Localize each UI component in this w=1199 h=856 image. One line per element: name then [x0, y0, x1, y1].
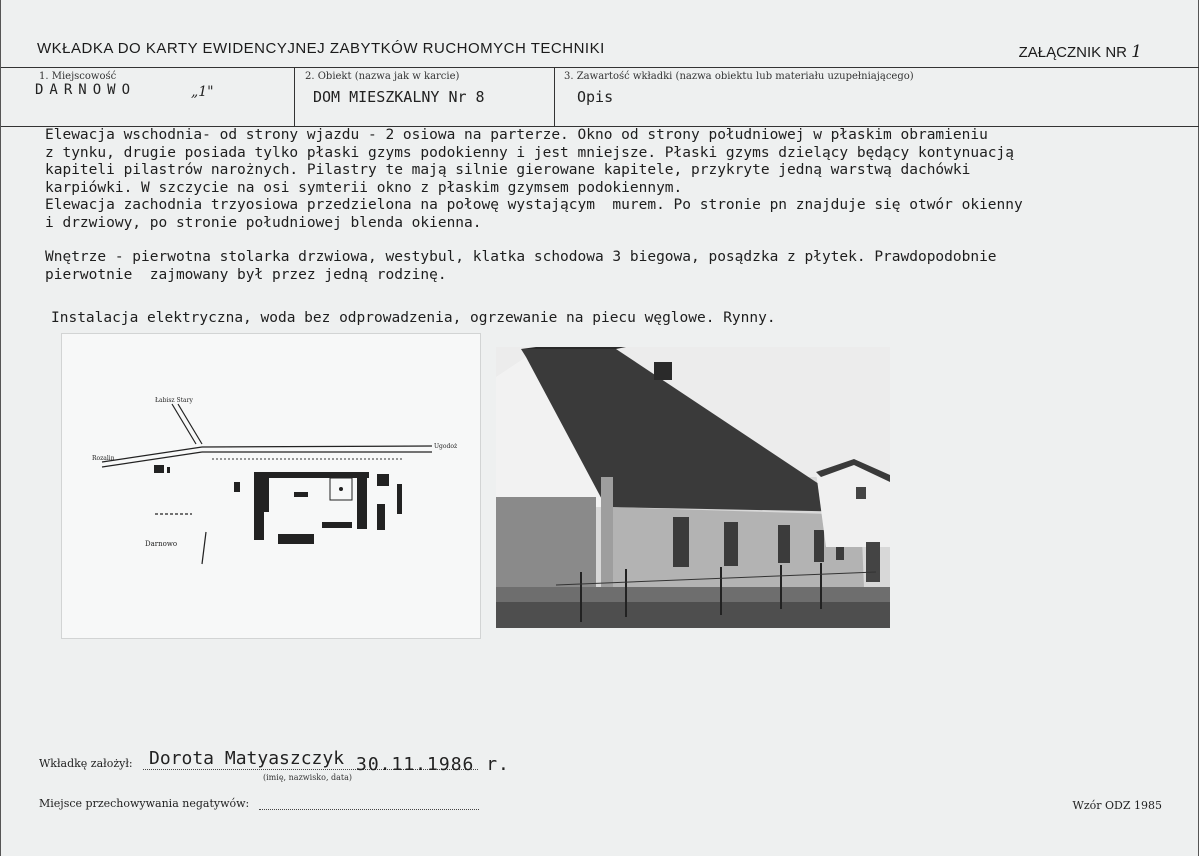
description-facades: Elewacja wschodnia- od strony wjazdu - 2 osiowa na parterze. Okno od strony południowej w płaskim obramieniu z tynku, drugie posiada tylko płaski gzyms podokienny i jest mniejsze. Płaski gzyms dzielący będący kontynuacją kapiteli pilastrów narożnych. Pilastry te mają silnie gierowane kapitele, przykryte jedną warstwą dachówki karpiówki. W szczycie na osi symterii okno z płaskim gzymsem podokiennym. Elewacja zachodnia trzyosiowa przedzielona na połowę wystającym murem. Po stronie pn znajduje się otwór okienny i drzwiowy, po stronie południowej blenda okienna.: [45, 127, 1023, 231]
outbuilding: [167, 467, 170, 473]
object-value: DOM MIESZKALNY Nr 8: [313, 88, 485, 106]
locality-cell: [1, 68, 295, 126]
house-wall: [254, 512, 264, 540]
content-value: Opis: [577, 88, 614, 106]
house-wall: [377, 504, 385, 530]
negatives-dotted-line: [259, 809, 479, 810]
road-north-line: [172, 404, 196, 444]
negatives-label: Miejsce przechowywania negatywów:: [39, 797, 250, 810]
locality-suffix: „1": [191, 84, 214, 100]
form-code: Wzór ODZ 1985: [1072, 799, 1162, 812]
map-label-west: Rozalin: [92, 455, 115, 462]
annex-number: 1: [1131, 42, 1142, 62]
house-wall: [269, 472, 369, 478]
annex-label-text: ZAŁĄCZNIK NR: [1018, 44, 1127, 61]
house-photo: [496, 347, 890, 628]
description-interior: Wnętrze - pierwotna stolarka drzwiowa, westybul, klatka schodowa 3 biegowa, posądzka z płytek. Prawdopodobnie pierwotnie zajmowany był przez jedną rodzinę.: [45, 249, 997, 283]
content-cell: [555, 68, 1199, 126]
object-label: 2. Obiekt (nazwa jak w karcie): [305, 71, 460, 82]
locality-label: 1. Miejscowość: [39, 71, 117, 82]
description-installations: Instalacja elektryczna, woda bez odprowadzenia, ogrzewanie na piecu węglowe. Rynny.: [51, 310, 776, 326]
annex-label: [1019, 42, 1142, 62]
house-wall: [322, 522, 352, 528]
house-wall: [397, 484, 402, 514]
outbuilding: [154, 465, 164, 473]
north-arrow: [202, 532, 206, 564]
founder-name: Dorota Matyaszczyk: [149, 748, 345, 769]
map-label-east: Ugodoż: [434, 443, 458, 450]
house-wall: [254, 472, 269, 512]
founder-hint: (imię, nazwisko, data): [263, 773, 353, 782]
founder-date: 30.11.1986 r.: [356, 754, 510, 775]
house-room-mark: [339, 487, 343, 491]
house-photo-image: [496, 347, 890, 628]
header-fields: [1, 67, 1199, 127]
house-wall: [377, 474, 389, 486]
house-wall: [294, 492, 308, 497]
house-wall: [234, 482, 240, 492]
house-wall: [278, 534, 314, 544]
locality-value: DARNOWO: [35, 82, 137, 98]
founder-label: Wkładkę założył:: [39, 757, 133, 770]
content-label: 3. Zawartość wkładki (nazwa obiektu lub materiału uzupełniającego): [564, 71, 914, 82]
main-road-line: [202, 446, 432, 447]
form-title: WKŁADKA DO KARTY EWIDENCYJNEJ ZABYTKÓW RUCHOMYCH TECHNIKI: [37, 40, 605, 57]
site-plan-drawing: [62, 334, 482, 640]
object-cell: [295, 68, 555, 126]
map-label-village: Darnowo: [145, 540, 178, 548]
road-north-line: [178, 404, 202, 444]
house-wall: [357, 474, 367, 529]
site-plan-map: [61, 333, 481, 639]
map-label-north: Łabisz Stary: [155, 397, 193, 404]
